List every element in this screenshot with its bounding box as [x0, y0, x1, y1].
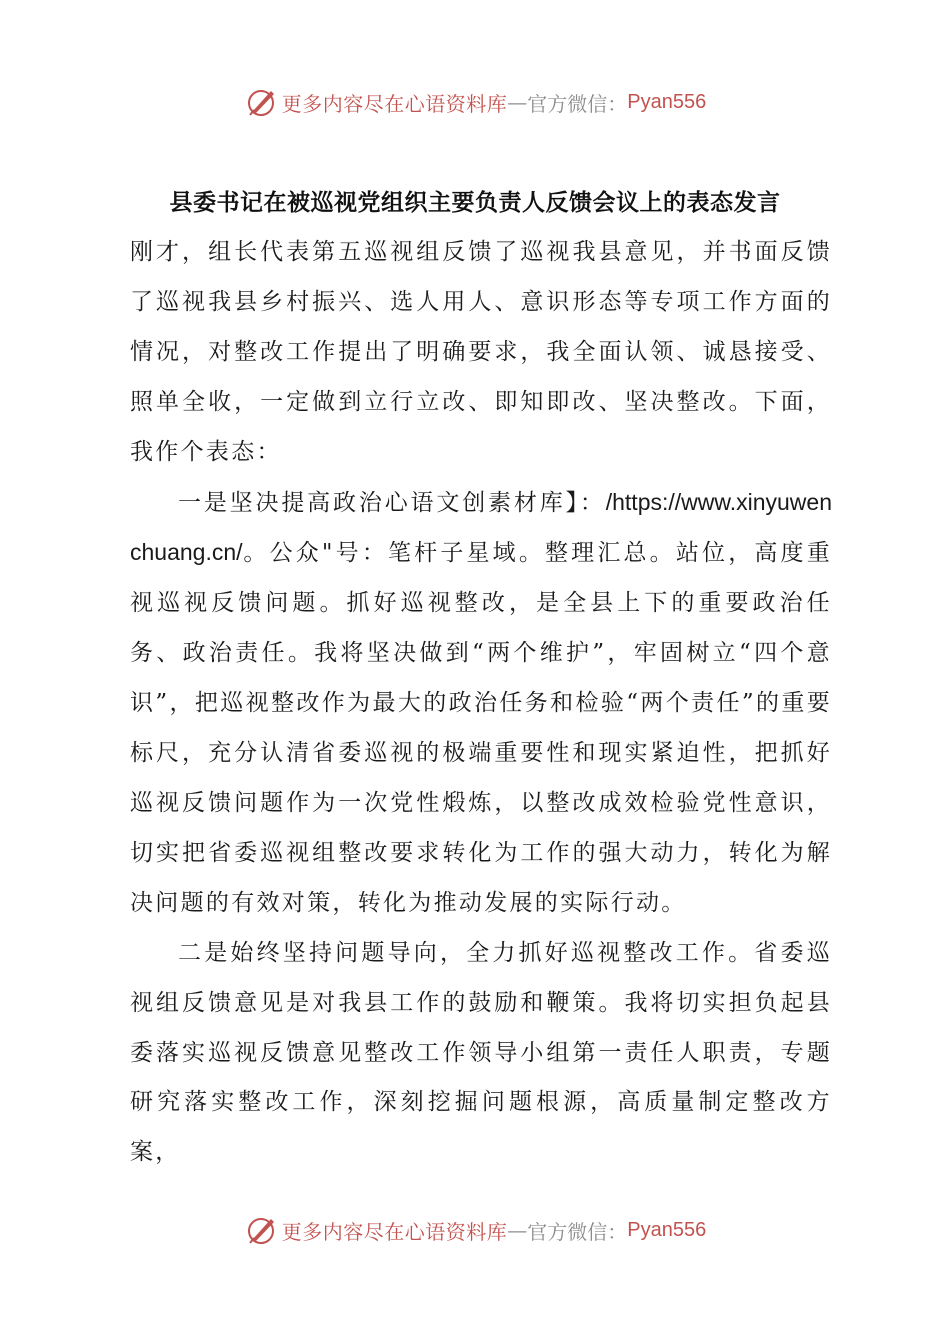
paragraph-point-one	[130, 478, 832, 929]
wechat-label: 官方微信：	[527, 91, 628, 116]
document-body	[130, 228, 832, 1178]
quill-pen-logo-icon	[244, 1213, 278, 1247]
paragraph-text: 。公众"号：笔杆子星域。整理汇总。站位，高度重视巡视反馈问题。抓好巡视整改，是全县上下的重要政治任务、政治责任。我将坚决做到“两个维护”，牢固树立“四个意识”，把巡视整改作为最大的政治任务和检验“两个责任”的重要标尺，充分认清省委巡视的极端重要性和现实紧迫性，把抓好巡视反馈问题作为一次党性煅炼，以整改成效检验党性意识，切实把省委巡视组整改要求转化为工作的强大动力，转化为解决问题的有效对策，转化为推动发展的实际行动。	[130, 540, 832, 916]
paragraph-lead: 一是坚决提高政治心语文创素材库】：	[178, 489, 606, 516]
source-url: /https://www.xinyuwenchuang.cn/	[130, 488, 832, 566]
footer-banner	[0, 1210, 950, 1250]
wechat-id: Pyan556	[627, 1218, 707, 1241]
banner-text: 更多内容尽在心语资料库	[281, 91, 508, 116]
quill-pen-logo-icon	[244, 85, 278, 119]
paragraph-point-two: 二是始终坚持问题导向，全力抓好巡视整改工作。省委巡视组反馈意见是对我县工作的鼓励和鞭策。我将切实担负起县委落实巡视反馈意见整改工作领导小组第一责任人职责，专题研究落实整改工作，深刻挖掘问题根源，高质量制定整改方案，	[130, 939, 832, 1166]
wechat-label: 官方微信：	[527, 1219, 628, 1244]
banner-text: 更多内容尽在心语资料库	[281, 1219, 508, 1244]
banner-separator: —	[507, 1218, 528, 1242]
wechat-id: Pyan556	[627, 90, 707, 113]
header-banner	[0, 82, 950, 122]
banner-separator: —	[507, 90, 528, 114]
document-title: 县委书记在被巡视党组织主要负责人反馈会议上的表态发言	[169, 190, 781, 216]
paragraph-intro: 刚才，组长代表第五巡视组反馈了巡视我县意见，并书面反馈了巡视我县乡村振兴、选人用人、意识形态等专项工作方面的情况，对整改工作提出了明确要求，我全面认领、诚恳接受、照单全收，一定做到立行立改、即知即改、坚决整改。下面，我作个表态：	[130, 239, 832, 465]
